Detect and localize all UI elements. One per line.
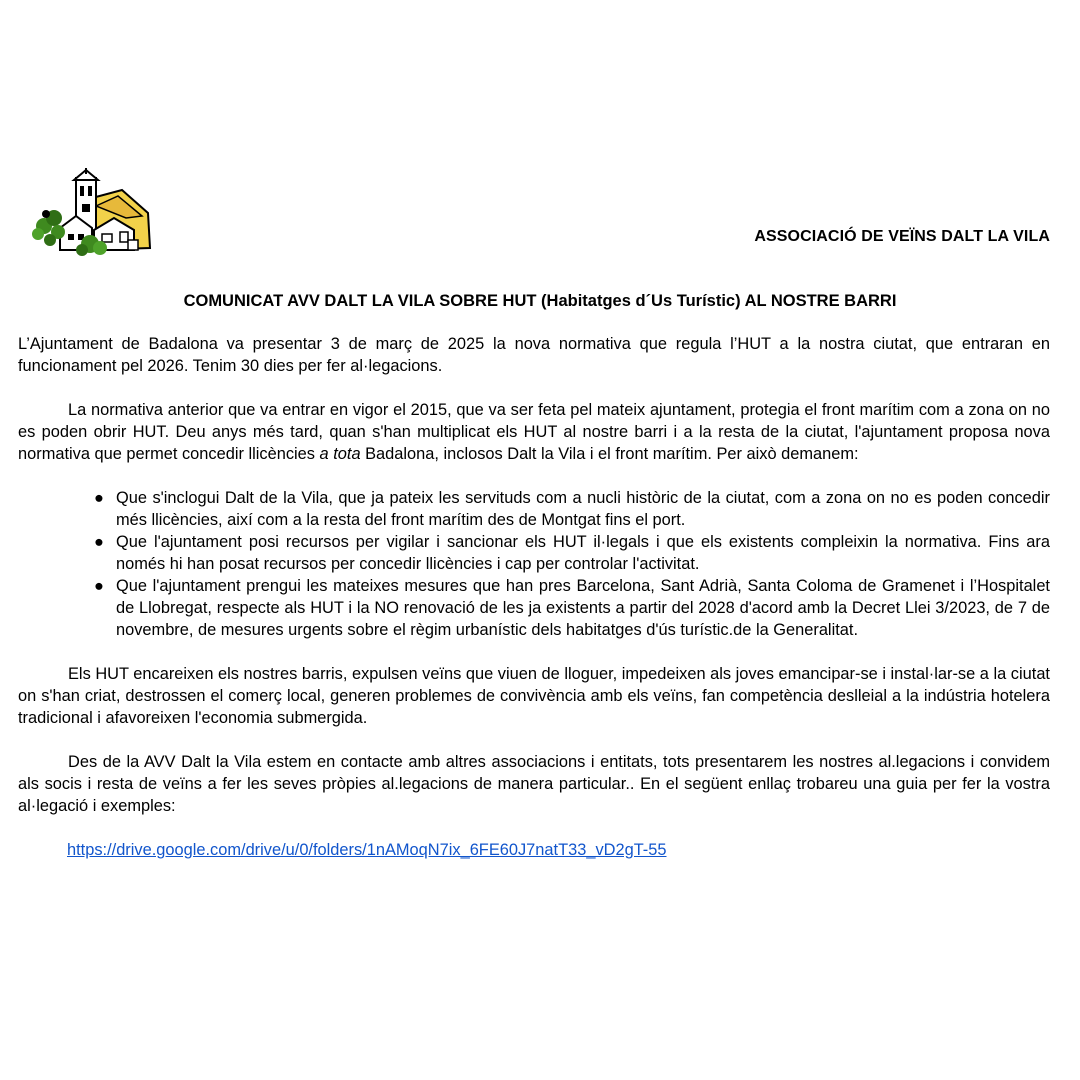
demands-list: [18, 487, 1050, 641]
paragraph-background-text: La normativa anterior que va entrar en vigor el 2015, que va ser feta pel mateix ajuntament, protegia el front marítim com a zona on no es poden obrir HUT. Deu anys més tard, quan s'han multiplicat els HUT al nostre barri i a la resta de la ciutat, l'ajuntament proposa nova normativa que permet concedir llicències: [18, 401, 1050, 463]
bullet-icon: ●: [94, 489, 104, 507]
list-item-text: Que l'ajuntament posi recursos per vigilar i sancionar els HUT il·legals i que els existents compleixin la normativa. Fins ara només hi han posat recursos per concedir llicències i cap per controlar l'activitat.: [116, 533, 1050, 573]
bullet-icon: ●: [94, 533, 104, 551]
paragraph-impact: Els HUT encareixen els nostres barris, expulsen veïns que viuen de lloguer, impedeixen als joves emancipar-se i instal·lar-se a la ciutat on s'han criat, destrossen el comerç local, generen problemes de convivència amb els veïns, fan competència deslleial a la indústria hotelera tradicional i afavoreixen l'economia submergida.: [18, 665, 1050, 727]
link-row: [18, 839, 1050, 861]
list-item: [94, 487, 1050, 531]
paragraph-call-to-action: Des de la AVV Dalt la Vila estem en contacte amb altres associacions i entitats, tots presentarem les nostres al.legacions i convidem als socis i resta de veïns a fer les seves pròpies al.legacions de manera particular.. En el següent enllaç trobareu una guia per fer la vostra al·legació i exemples:: [18, 753, 1050, 815]
village-church-logo-icon: [30, 168, 152, 258]
paragraph-intro: L’Ajuntament de Badalona va presentar 3 de març de 2025 la nova normativa que regula l’HUT a la nostra ciutat, que entraran en funcionament pel 2026. Tenim 30 dies per fer al·legacions.: [18, 335, 1050, 375]
organization-name: ASSOCIACIÓ DE VEÏNS DALT LA VILA: [754, 228, 1050, 245]
organization-logo: [30, 168, 152, 258]
page-title: COMUNICAT AVV DALT LA VILA SOBRE HUT (Habitatges d´Us Turístic) AL NOSTRE BARRI: [183, 292, 897, 310]
bullet-icon: ●: [94, 577, 104, 595]
guide-link[interactable]: https://drive.google.com/drive/u/0/folders/1nAMoqN7ix_6FE60J7natT33_vD2gT-55: [67, 841, 667, 859]
list-item: [94, 531, 1050, 575]
paragraph-background-text-end: Badalona, inclosos Dalt la Vila i el front marítim. Per això demanem:: [360, 445, 859, 463]
list-item: [94, 575, 1050, 641]
paragraph-background-italic: a tota: [319, 445, 361, 463]
list-item-text: Que l'ajuntament prengui les mateixes mesures que han pres Barcelona, Sant Adrià, Santa Coloma de Gramenet i l’Hospitalet de Llobregat, respecte als HUT i la NO renovació de les ja existents a partir del 2028 d'acord amb la Decret Llei 3/2023, de 7 de novembre, de mesures urgents sobre el règim urbanístic dels habitatges d'ús turístic.de la Generalitat.: [116, 577, 1050, 639]
list-item-text: Que s'inclogui Dalt de la Vila, que ja pateix les servituds com a nucli històric de la ciutat, com a zona on no es poden concedir més llicències, així com a la resta del front marítim des de Montgat fins el port.: [116, 489, 1050, 529]
paragraph-background: [18, 399, 1050, 465]
document-body: [18, 333, 1050, 861]
